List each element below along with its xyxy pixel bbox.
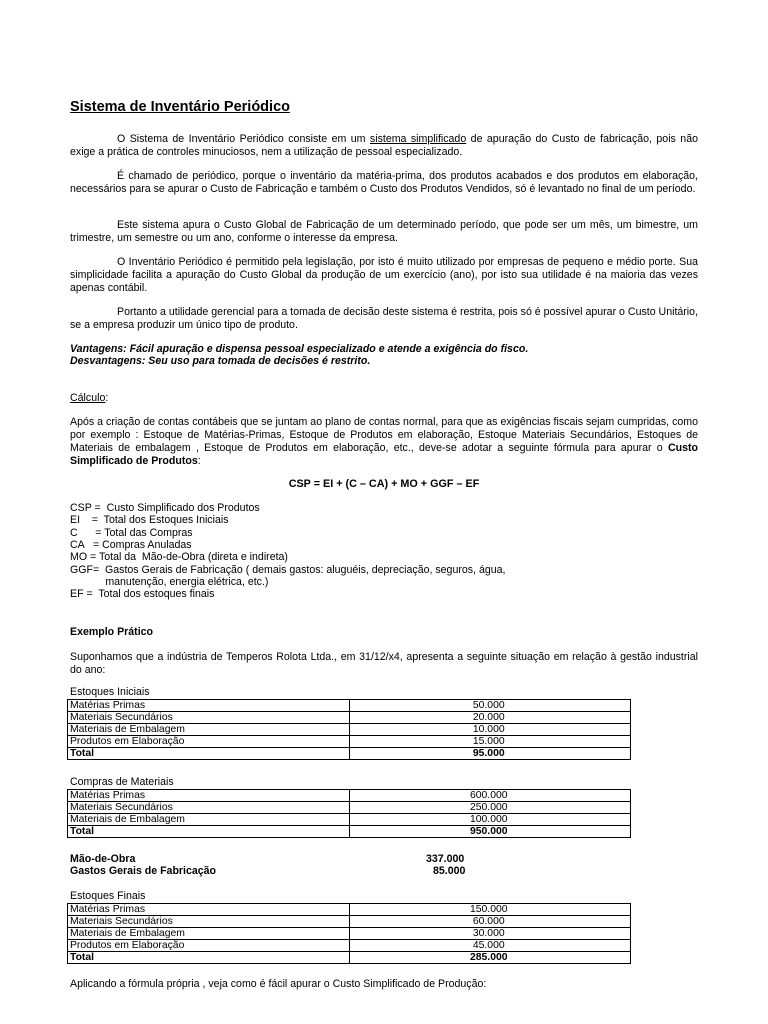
paragraph-intro-text-a: O Sistema de Inventário Periódico consiste em um — [117, 133, 370, 145]
calculo-heading — [70, 392, 698, 405]
paragraph-legislacao — [70, 256, 698, 295]
row-label: Matérias Primas — [68, 790, 350, 802]
custo-simplificado-bold: Custo Simplificado de Produtos — [70, 442, 698, 467]
row-value: 20.000 — [349, 712, 631, 724]
total-row — [68, 826, 631, 838]
table-row — [68, 802, 631, 814]
mao-de-obra-value: 337.000 — [426, 853, 465, 865]
row-value: 30.000 — [349, 928, 631, 940]
exemplo-intro: Suponhamos que a indústria de Temperos Rolota Ltda., em 31/12/x4, apresenta a seguinte situação em relação à gestão industrial do ano: — [70, 651, 698, 676]
row-label: Materiais de Embalagem — [68, 928, 350, 940]
desvantagens-line: Desvantagens: Seu uso para tomada de decisões é restrito. — [70, 355, 371, 367]
row-label: Produtos em Elaboração — [68, 940, 350, 952]
row-value: 45.000 — [349, 940, 631, 952]
row-label: Matérias Primas — [68, 700, 350, 712]
paragraph-utilidade-text: Portanto a utilidade gerencial para a tomada de decisão deste sistema é restrita, pois só é possível apurar o Custo Unitário, se a empresa produzir um único tipo de produto. — [70, 306, 698, 331]
row-label: Produtos em Elaboração — [68, 736, 350, 748]
calculo-colon: : — [105, 392, 109, 404]
total-value: 285.000 — [349, 952, 631, 964]
legend-line: EF = Total dos estoques finais — [70, 588, 215, 600]
table-row — [68, 904, 631, 916]
closing-line: Aplicando a fórmula própria , veja como é fácil apurar o Custo Simplificado de Produção: — [70, 978, 487, 990]
ggf-label: Gastos Gerais de Fabricação — [70, 865, 217, 877]
total-label: Total — [68, 748, 350, 760]
paragraph-intro-text-b: de apuração do Custo de fabricação, pois não exige a prática de controles minuciosos, nem a utilização de pessoal especializado. — [70, 133, 698, 158]
paragraph-periodico — [70, 170, 698, 196]
row-value: 60.000 — [349, 916, 631, 928]
row-label: Materiais Secundários — [68, 802, 350, 814]
paragraph-custo-global — [70, 219, 698, 245]
row-label: Materiais Secundários — [68, 916, 350, 928]
row-value: 600.000 — [349, 790, 631, 802]
legend-line: manutenção, energia elétrica, etc.) — [70, 576, 269, 588]
table-row — [68, 940, 631, 952]
total-row — [68, 952, 631, 964]
estoques-iniciais-table — [67, 699, 631, 760]
table-row — [68, 928, 631, 940]
total-row — [68, 748, 631, 760]
vantagens-line: Vantagens: Fácil apuração e dispensa pessoal especializado e atende a exigência do fisco. — [70, 343, 529, 355]
table-row — [68, 700, 631, 712]
paragraph-custo-global-text: Este sistema apura o Custo Global de Fabricação de um determinado período, que pode ser um mês, um bimestre, um trimestre, um semestre ou um ano, conforme o interesse da empresa. — [70, 219, 698, 244]
legend-line: MO = Total da Mão-de-Obra (direta e indireta) — [70, 551, 288, 563]
row-value: 250.000 — [349, 802, 631, 814]
legend-line: GGF= Gastos Gerais de Fabricação ( demais gastos: aluguéis, depreciação, seguros, água, — [70, 564, 506, 576]
paragraph-periodico-text: É chamado de periódico, porque o inventário da matéria-prima, dos produtos acabados e dos produtos em elaboração, necessários para se apurar o Custo de Fabricação e também o Custo dos Produtos Vendidos, só é levantado no final de um período. — [70, 170, 698, 195]
compras-table — [67, 789, 631, 838]
row-value: 15.000 — [349, 736, 631, 748]
legend-line: CA = Compras Anuladas — [70, 539, 192, 551]
exemplo-heading: Exemplo Prático — [70, 626, 154, 638]
ggf-line — [70, 865, 470, 878]
estoques-finais-caption: Estoques Finais — [70, 890, 146, 902]
sistema-simplificado-underlined: sistema simplificado — [369, 133, 467, 145]
total-value: 950.000 — [349, 826, 631, 838]
compras-caption: Compras de Materiais — [70, 776, 174, 788]
paragraph-utilidade — [70, 306, 698, 332]
total-label: Total — [68, 826, 350, 838]
calculo-label: Cálculo — [70, 392, 106, 404]
row-value: 10.000 — [349, 724, 631, 736]
page-title: Sistema de Inventário Periódico — [70, 99, 290, 115]
table-row — [68, 712, 631, 724]
paragraph-calculo-end: : — [197, 455, 201, 467]
ggf-value: 85.000 — [433, 865, 466, 877]
table-row — [68, 814, 631, 826]
estoques-finais-table — [67, 903, 631, 964]
table-row — [68, 916, 631, 928]
row-label: Materiais de Embalagem — [68, 724, 350, 736]
row-label: Matérias Primas — [68, 904, 350, 916]
table-row — [68, 724, 631, 736]
legend-line: C = Total das Compras — [70, 527, 193, 539]
formula: CSP = EI + (C – CA) + MO + GGF – EF — [288, 478, 480, 490]
paragraph-calculo — [70, 416, 698, 468]
paragraph-calculo-text: Após a criação de contas contábeis que se juntam ao plano de contas normal, para que as exigências fiscais sejam cumpridas, como por exemplo : Estoque de Matérias-Primas, Estoque de Produtos em elaboração, Estoque Materiais Secundários, Estoques de Materiais de embalagem , Estoque de Produtos em elaboração, etc., deve-se adotar a seguinte fórmula para apurar o — [70, 416, 698, 454]
row-label: Materiais Secundários — [68, 712, 350, 724]
mao-de-obra-label: Mão-de-Obra — [70, 853, 136, 865]
estoques-iniciais-caption: Estoques Iniciais — [70, 686, 150, 698]
total-label: Total — [68, 952, 350, 964]
table-row — [68, 736, 631, 748]
legend-line: EI = Total dos Estoques Iniciais — [70, 514, 229, 526]
row-value: 50.000 — [349, 700, 631, 712]
legend-line: CSP = Custo Simplificado dos Produtos — [70, 502, 260, 514]
paragraph-legislacao-text: O Inventário Periódico é permitido pela legislação, por isto é muito utilizado por empresas de pequeno e médio porte. Sua simplicidade facilita a apuração do Custo Global da produção de um exercício (ano), por isto sua utilidade é na maioria das vezes apenas contábil. — [70, 256, 698, 294]
row-value: 100.000 — [349, 814, 631, 826]
total-value: 95.000 — [349, 748, 631, 760]
row-label: Materiais de Embalagem — [68, 814, 350, 826]
row-value: 150.000 — [349, 904, 631, 916]
paragraph-intro — [70, 133, 698, 159]
table-row — [68, 790, 631, 802]
